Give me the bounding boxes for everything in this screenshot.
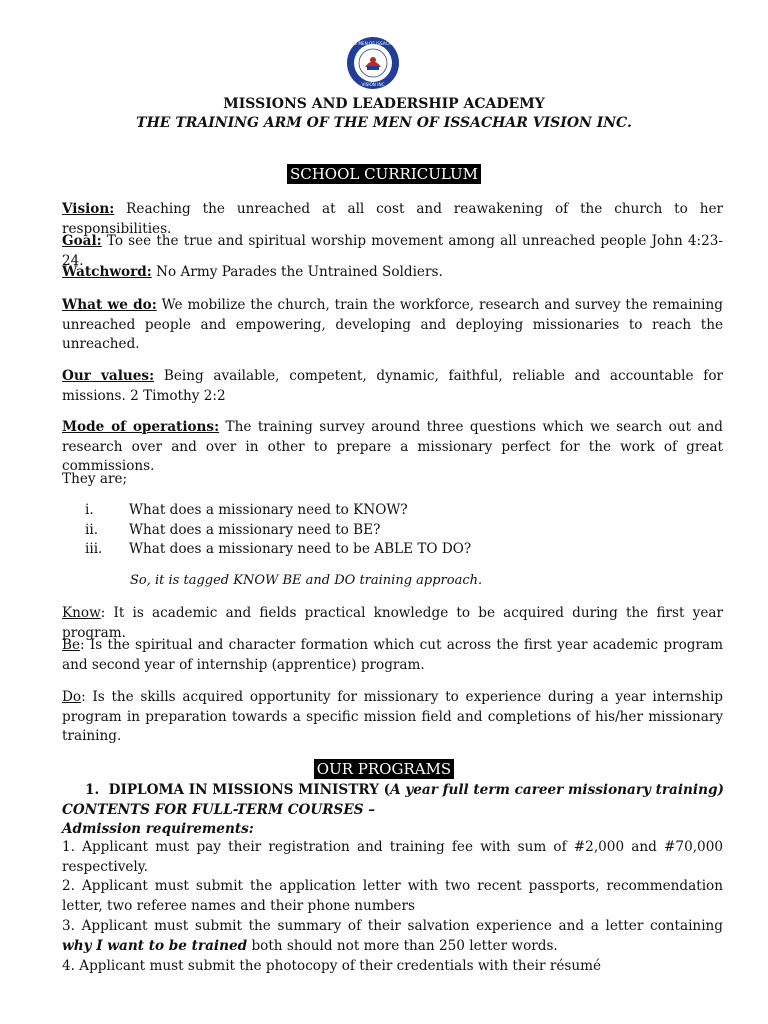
list-item-number: iii.	[85, 541, 103, 557]
program-title: DIPLOMA IN MISSIONS MINISTRY (	[108, 782, 391, 798]
goal-label: Goal:	[62, 233, 102, 249]
vision-label: Vision:	[62, 201, 115, 217]
contents-title: CONTENTS FOR FULL-TERM COURSES –	[62, 802, 376, 818]
list-item	[85, 501, 705, 521]
list-item-number: ii.	[85, 521, 99, 538]
academy-subtitle: THE TRAINING ARM OF THE MEN OF ISSACHAR VISION INC.	[136, 115, 632, 131]
requirement-3	[62, 917, 723, 956]
requirement-1: 1. Applicant must pay their registration and training fee with sum of #2,000 and #70,000 respectively.	[62, 839, 723, 875]
be-paragraph	[62, 636, 723, 675]
watchword-text: No Army Parades the Untrained Soldiers.	[151, 264, 443, 280]
questions-list	[85, 501, 705, 560]
curriculum-banner: SCHOOL CURRICULUM	[287, 164, 481, 184]
list-item-number: i.	[85, 502, 94, 518]
values-text: Being available, competent, dynamic, faithful, reliable and accountable for missions. 2 Timothy 2:2	[62, 368, 724, 404]
requirement-3-pre: 3. Applicant must submit the summary of their salvation experience and a letter containing	[62, 918, 723, 934]
list-item	[85, 540, 705, 560]
tagline: So, it is tagged KNOW BE and DO training approach.	[130, 573, 483, 588]
values-paragraph	[62, 367, 723, 406]
requirement-2: 2. Applicant must submit the application letter with two recent passports, recommendation letter, two referee names and their phone numbers	[62, 878, 723, 914]
know-label: Know	[62, 605, 101, 621]
list-item-text: What does a missionary need to KNOW?	[129, 502, 408, 518]
programs-banner-wrap	[0, 759, 768, 781]
know-text: : It is academic and fields practical knowledge to be acquired during the first year program.	[62, 605, 723, 641]
mode-label: Mode of operations:	[62, 419, 220, 435]
what-we-do-label: What we do:	[62, 297, 157, 313]
list-item	[85, 521, 705, 541]
vision-text: Reaching the unreached at all cost and reawakening of the church to her responsibilities.	[62, 201, 723, 237]
do-label: Do	[62, 689, 82, 705]
requirement-3-emphasis: why I want to be trained	[62, 937, 248, 954]
values-label: Our values:	[62, 368, 155, 384]
watchword-label: Watchword:	[62, 264, 152, 280]
curriculum-banner-wrap	[0, 164, 768, 186]
programs-banner: OUR PROGRAMS	[314, 759, 454, 779]
requirement-3-post: both should not more than 250 letter words.	[247, 937, 558, 954]
mode-text: The training survey around three questions which we search out and research over and over in other to prepare a missionary perfect for the work of great commissions.	[62, 419, 723, 474]
do-text: : Is the skills acquired opportunity for missionary to experience during a year internship program in preparation towards a specific mission field and completions of his/her missionary training.	[62, 689, 723, 744]
svg-text:VISION INC: VISION INC	[361, 82, 385, 87]
goal-text: To see the true and spiritual worship movement among all unreached people John 4:23-24.	[62, 233, 723, 269]
they-are-text: They are;	[62, 471, 128, 487]
program-title-italic: A year full term career missionary training)	[390, 782, 724, 798]
requirement-4: 4. Applicant must submit the photocopy of their credentials with their résumé	[62, 958, 602, 974]
list-item-text: What does a missionary need to be ABLE TO DO?	[129, 541, 472, 557]
academy-seal-logo	[346, 36, 400, 90]
mode-paragraph	[62, 418, 723, 477]
svg-text:THE MEN OF ISSACHAR: THE MEN OF ISSACHAR	[348, 41, 398, 46]
academy-title: MISSIONS AND LEADERSHIP ACADEMY	[223, 96, 545, 112]
list-item-text: What does a missionary need to BE?	[129, 521, 381, 538]
be-label: Be	[62, 637, 81, 653]
program-number: 1.	[85, 782, 100, 798]
program-heading	[85, 781, 724, 801]
admission-title: Admission requirements:	[62, 821, 254, 837]
be-text: : Is the spiritual and character formation which cut across the first year academic program and second year of internship (apprentice) program.	[62, 637, 723, 673]
watchword-paragraph	[62, 263, 723, 283]
do-paragraph	[62, 688, 723, 747]
what-we-do-text: We mobilize the church, train the workforce, research and survey the remaining unreached people and empowering, developing and deploying missionaries to reach the unreached.	[62, 297, 723, 352]
what-we-do-paragraph	[62, 296, 723, 355]
